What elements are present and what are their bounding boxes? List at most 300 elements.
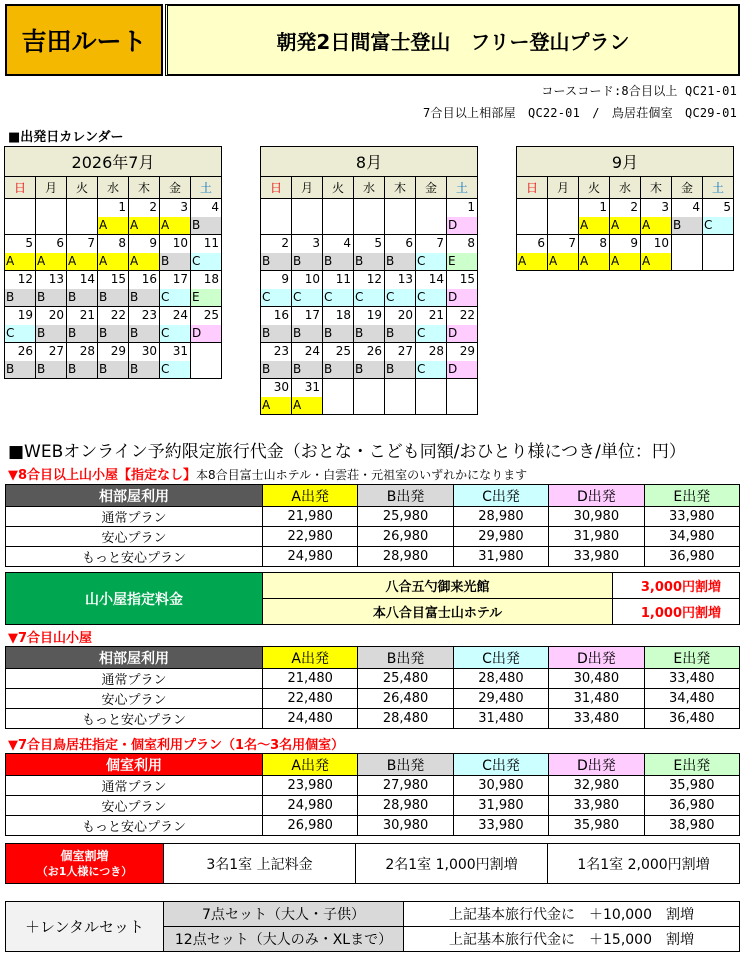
day-number: 25 (335, 344, 351, 358)
day-number: 1 (118, 200, 126, 214)
day-number (354, 379, 384, 397)
calendar-day (292, 199, 323, 235)
price-cell: 30,980 (358, 816, 453, 836)
calendar-day (385, 379, 416, 415)
price-cell: 36,980 (644, 796, 739, 816)
departure-code: B (292, 253, 322, 270)
calendar-august (260, 146, 478, 415)
weekday-header: 月 (292, 177, 323, 199)
calendar-day (261, 235, 292, 271)
price-cell: 24,480 (263, 709, 358, 729)
price-cell: 26,480 (358, 689, 453, 709)
departure-code: C (416, 361, 446, 378)
day-number: 17 (304, 308, 320, 322)
weekday-header: 日 (5, 177, 36, 199)
price-cell: 38,980 (644, 816, 739, 836)
departure-code: B (129, 361, 159, 378)
calendar-section-title: ■出発日カレンダー (8, 130, 124, 145)
price-cell: 28,980 (453, 507, 548, 527)
departure-code: C (323, 289, 353, 306)
departure-code: B (385, 253, 415, 270)
price-cell: 35,980 (644, 776, 739, 796)
hut-fee-price-1: 3,000円割増 (613, 573, 740, 599)
departure-code (191, 361, 221, 378)
calendar-day (703, 199, 734, 235)
day-number (447, 379, 477, 397)
day-number: 15 (110, 272, 126, 286)
weekday-header: 日 (261, 177, 292, 199)
departure-header: D出発 (549, 647, 644, 669)
departure-header: E出発 (644, 754, 739, 776)
hut-fee-name-1: 八合五勺御来光館 (263, 573, 613, 599)
day-number: 19 (366, 308, 382, 322)
day-number: 3 (312, 236, 320, 250)
departure-code: C (292, 289, 322, 306)
calendar-day (36, 343, 67, 379)
price-table-8 (5, 484, 740, 567)
calendar-day (447, 271, 478, 307)
calendar-day (385, 199, 416, 235)
weekday-header: 火 (67, 177, 98, 199)
day-number: 16 (141, 272, 157, 286)
hut-fee-price-2: 1,000円割増 (613, 599, 740, 625)
calendar-day (354, 343, 385, 379)
day-number: 8 (118, 236, 126, 250)
departure-code (416, 397, 446, 414)
price-cell: 33,980 (549, 547, 644, 567)
section-8-heading: ▼8合目以上山小屋【指定なし】本8合目富士山ホテル・白雲荘・元祖室のいずれかになります (8, 468, 528, 483)
calendar-day (160, 235, 191, 271)
calendar-day (98, 199, 129, 235)
calendar-day (261, 379, 292, 415)
price-cell: 26,980 (358, 527, 453, 547)
departure-code: A (98, 253, 128, 270)
day-number: 31 (172, 344, 188, 358)
departure-code: B (67, 325, 97, 342)
calendar-day (641, 199, 672, 235)
calendar-day (323, 307, 354, 343)
departure-code: C (416, 325, 446, 342)
departure-code: B (385, 325, 415, 342)
departure-code: B (354, 325, 384, 342)
departure-code: B (385, 361, 415, 378)
calendar-month-title: 8月 (261, 147, 478, 177)
day-number: 25 (203, 308, 219, 322)
departure-code: A (129, 217, 159, 234)
day-number: 28 (428, 344, 444, 358)
departure-code: C (354, 289, 384, 306)
section-8-note: 本8合目富士山ホテル・白雲荘・元祖室のいずれかになります (196, 468, 528, 482)
plan-name: 安心プラン (6, 527, 263, 547)
day-number (261, 199, 291, 217)
day-number: 18 (203, 272, 219, 286)
day-number: 4 (343, 236, 351, 250)
departure-code (385, 217, 415, 234)
departure-code: A (129, 253, 159, 270)
calendar-day (447, 307, 478, 343)
rental-price-12: 上記基本旅行代金に ＋15,000 割増 (404, 927, 740, 952)
price-cell: 24,980 (263, 796, 358, 816)
price-cell: 33,980 (549, 796, 644, 816)
calendar-day (641, 235, 672, 271)
plan-title: 朝発2日間富士登山 フリー登山プラン (165, 4, 740, 76)
departure-code (36, 217, 66, 234)
price-cell: 29,480 (453, 689, 548, 709)
price-cell: 28,480 (453, 669, 548, 689)
price-cell: 27,980 (358, 776, 453, 796)
calendar-day (129, 307, 160, 343)
price-cell: 31,480 (453, 709, 548, 729)
day-number: 11 (203, 236, 219, 250)
calendar-day (385, 271, 416, 307)
calendar-day (98, 271, 129, 307)
day-number: 4 (692, 200, 700, 214)
calendar-day (67, 307, 98, 343)
departure-code: D (447, 361, 477, 378)
day-number: 30 (141, 344, 157, 358)
plan-name: もっと安心プラン (6, 816, 263, 836)
day-number: 9 (281, 272, 289, 286)
price-cell: 34,980 (644, 527, 739, 547)
calendar-day (354, 271, 385, 307)
calendar-day (610, 199, 641, 235)
day-number: 7 (87, 236, 95, 250)
departure-code: B (354, 253, 384, 270)
price-cell: 29,980 (453, 527, 548, 547)
hut-fee-table (5, 572, 740, 625)
day-number: 7 (436, 236, 444, 250)
plan-name: 通常プラン (6, 776, 263, 796)
calendar-day (191, 307, 222, 343)
departure-header: A出発 (263, 754, 358, 776)
calendar-day (416, 199, 447, 235)
calendar-day (129, 235, 160, 271)
plan-name: 通常プラン (6, 669, 263, 689)
departure-code: B (5, 361, 35, 378)
weekday-header: 土 (191, 177, 222, 199)
departure-code: C (160, 289, 190, 306)
day-number (323, 199, 353, 217)
course-code-2: 7合目以上相部屋 QC22-01 / 鳥居荘個室 QC29-01 (423, 106, 737, 120)
departure-header: E出発 (644, 647, 739, 669)
departure-code (323, 397, 353, 414)
day-number (5, 199, 35, 217)
weekday-header: 土 (447, 177, 478, 199)
price-cell: 31,980 (549, 527, 644, 547)
calendar-day (36, 271, 67, 307)
calendar-day (5, 199, 36, 235)
price-cell: 36,480 (644, 709, 739, 729)
day-number: 15 (459, 272, 475, 286)
calendar-day (98, 235, 129, 271)
calendar-month-title: 2026年7月 (5, 147, 222, 177)
price-cell: 21,980 (263, 507, 358, 527)
day-number: 9 (149, 236, 157, 250)
departure-code: C (261, 289, 291, 306)
room-type-header: 相部屋利用 (6, 647, 263, 669)
day-number: 13 (48, 272, 64, 286)
price-cell: 22,480 (263, 689, 358, 709)
day-number: 11 (335, 272, 351, 286)
departure-code: A (548, 253, 578, 270)
departure-code: C (5, 325, 35, 342)
departure-code: A (36, 253, 66, 270)
day-number: 18 (335, 308, 351, 322)
departure-code: D (447, 217, 477, 234)
day-number: 14 (79, 272, 95, 286)
calendar-day (160, 271, 191, 307)
calendar-day (517, 235, 548, 271)
day-number: 5 (723, 200, 731, 214)
departure-code: A (579, 217, 609, 234)
departure-code: A (579, 253, 609, 270)
price-cell: 28,480 (358, 709, 453, 729)
day-number: 2 (630, 200, 638, 214)
departure-code: B (129, 325, 159, 342)
private-surcharge-1: 1名1室 2,000円割増 (548, 844, 740, 884)
departure-code: B (160, 253, 190, 270)
price-cell: 28,980 (358, 547, 453, 567)
departure-header: B出発 (358, 485, 453, 507)
day-number: 20 (397, 308, 413, 322)
day-number: 3 (180, 200, 188, 214)
price-section-title: ■WEBオンライン予約限定旅行代金（おとな・こども同額/おひとり様につき/単位：円） (8, 442, 686, 462)
price-cell: 26,980 (263, 816, 358, 836)
price-cell: 33,480 (644, 669, 739, 689)
rental-price-7: 上記基本旅行代金に ＋10,000 割増 (404, 902, 740, 927)
departure-code (385, 397, 415, 414)
calendar-day (292, 271, 323, 307)
calendar-day (67, 343, 98, 379)
calendar-day (98, 343, 129, 379)
calendar-day (292, 343, 323, 379)
calendar-day (323, 235, 354, 271)
day-number: 26 (17, 344, 33, 358)
calendar-day (548, 235, 579, 271)
price-cell: 30,980 (453, 776, 548, 796)
departure-code: B (98, 325, 128, 342)
calendar-september (516, 146, 734, 271)
calendar-day (416, 343, 447, 379)
departure-header: E出発 (644, 485, 739, 507)
departure-code: A (610, 253, 640, 270)
day-number: 21 (428, 308, 444, 322)
departure-code: C (703, 217, 733, 234)
calendar-day (385, 307, 416, 343)
calendar-day (261, 307, 292, 343)
departure-header: C出発 (453, 485, 548, 507)
day-number: 10 (653, 236, 669, 250)
departure-code (672, 253, 702, 270)
departure-code: B (36, 289, 66, 306)
day-number: 22 (459, 308, 475, 322)
calendar-day (191, 235, 222, 271)
day-number: 9 (630, 236, 638, 250)
day-number: 26 (366, 344, 382, 358)
weekday-header: 金 (672, 177, 703, 199)
departure-code (703, 253, 733, 270)
calendar-day (354, 307, 385, 343)
day-number (67, 199, 97, 217)
day-number: 4 (211, 200, 219, 214)
course-code-1: コースコード:8合目以上 QC21-01 (541, 84, 737, 98)
day-number: 20 (48, 308, 64, 322)
calendar-day (416, 307, 447, 343)
calendar-day (323, 199, 354, 235)
calendar-day (191, 343, 222, 379)
departure-code: C (385, 289, 415, 306)
calendar-day (323, 271, 354, 307)
departure-code: E (191, 289, 221, 306)
day-number: 12 (366, 272, 382, 286)
departure-code: C (416, 253, 446, 270)
departure-code (416, 217, 446, 234)
departure-code: B (36, 361, 66, 378)
departure-header: B出発 (358, 647, 453, 669)
weekday-header: 月 (548, 177, 579, 199)
calendar-day (323, 343, 354, 379)
departure-code: B (98, 361, 128, 378)
departure-header: A出発 (263, 647, 358, 669)
calendar-day (323, 379, 354, 415)
price-cell: 31,980 (453, 796, 548, 816)
section-7-torii-heading: ▼7合目鳥居荘指定・個室利用プラン（1名～3名用個室） (8, 738, 345, 753)
calendar-day (416, 379, 447, 415)
departure-code: C (191, 253, 221, 270)
calendar-day (5, 271, 36, 307)
day-number (354, 199, 384, 217)
calendar-day (36, 307, 67, 343)
day-number: 1 (467, 200, 475, 214)
weekday-header: 月 (36, 177, 67, 199)
departure-code: C (160, 361, 190, 378)
calendar-day (703, 235, 734, 271)
private-surcharge-label: 個室割増 （お1人様につき） (6, 844, 164, 884)
day-number: 8 (467, 236, 475, 250)
calendar-day (129, 343, 160, 379)
day-number: 2 (281, 236, 289, 250)
calendar-day (67, 199, 98, 235)
day-number: 5 (374, 236, 382, 250)
day-number (672, 235, 702, 253)
price-table-7 (5, 646, 740, 729)
departure-code: A (517, 253, 547, 270)
weekday-header: 木 (129, 177, 160, 199)
hut-fee-label: 山小屋指定料金 (6, 573, 263, 625)
price-cell: 35,980 (549, 816, 644, 836)
departure-code: A (610, 217, 640, 234)
plan-name: 安心プラン (6, 689, 263, 709)
day-number: 31 (304, 380, 320, 394)
departure-code: A (292, 397, 322, 414)
plan-name: もっと安心プラン (6, 709, 263, 729)
day-number (36, 199, 66, 217)
departure-code: C (416, 289, 446, 306)
departure-code: D (447, 325, 477, 342)
day-number: 2 (149, 200, 157, 214)
day-number: 16 (273, 308, 289, 322)
departure-code (292, 217, 322, 234)
weekday-header: 水 (354, 177, 385, 199)
departure-code: B (261, 325, 291, 342)
rental-label: ＋レンタルセット (6, 902, 164, 952)
departure-code: B (292, 325, 322, 342)
departure-header: C出発 (453, 754, 548, 776)
calendar-day (517, 199, 548, 235)
departure-code: B (36, 325, 66, 342)
private-surcharge-3: 3名1室 上記料金 (164, 844, 356, 884)
day-number (703, 235, 733, 253)
day-number (292, 199, 322, 217)
day-number: 8 (599, 236, 607, 250)
day-number: 6 (537, 236, 545, 250)
day-number (385, 379, 415, 397)
departure-code: B (5, 289, 35, 306)
departure-code: B (67, 289, 97, 306)
weekday-header: 木 (385, 177, 416, 199)
weekday-header: 火 (579, 177, 610, 199)
departure-code: B (67, 361, 97, 378)
day-number: 6 (56, 236, 64, 250)
calendar-day (191, 271, 222, 307)
departure-code (261, 217, 291, 234)
calendar-day (36, 235, 67, 271)
day-number (416, 199, 446, 217)
departure-header: C出発 (453, 647, 548, 669)
day-number: 6 (405, 236, 413, 250)
price-cell: 21,480 (263, 669, 358, 689)
calendar-day (292, 235, 323, 271)
calendar-day (67, 271, 98, 307)
price-cell: 34,480 (644, 689, 739, 709)
departure-code (447, 397, 477, 414)
calendar-day (5, 307, 36, 343)
departure-header: D出発 (549, 485, 644, 507)
weekday-header: 金 (160, 177, 191, 199)
departure-code: A (160, 217, 190, 234)
departure-code: B (261, 253, 291, 270)
day-number (323, 379, 353, 397)
day-number: 17 (172, 272, 188, 286)
day-number: 21 (79, 308, 95, 322)
calendar-day (67, 235, 98, 271)
price-cell: 33,980 (644, 507, 739, 527)
room-type-header: 相部屋利用 (6, 485, 263, 507)
price-cell: 30,480 (549, 669, 644, 689)
price-cell: 32,980 (549, 776, 644, 796)
day-number: 27 (48, 344, 64, 358)
weekday-header: 日 (517, 177, 548, 199)
weekday-header: 水 (610, 177, 641, 199)
departure-code: E (447, 253, 477, 270)
calendar-month-title: 9月 (517, 147, 734, 177)
room-type-header: 個室利用 (6, 754, 263, 776)
weekday-header: 金 (416, 177, 447, 199)
day-number: 10 (172, 236, 188, 250)
departure-code (548, 217, 578, 234)
rental-set-7: 7点セット（大人・子供） (164, 902, 404, 927)
day-number (416, 379, 446, 397)
departure-code: A (261, 397, 291, 414)
calendar-day (447, 235, 478, 271)
calendar-day (129, 271, 160, 307)
day-number: 10 (304, 272, 320, 286)
departure-header: A出発 (263, 485, 358, 507)
price-cell: 22,980 (263, 527, 358, 547)
calendar-day (292, 307, 323, 343)
calendar-day (354, 199, 385, 235)
calendar-day (447, 199, 478, 235)
